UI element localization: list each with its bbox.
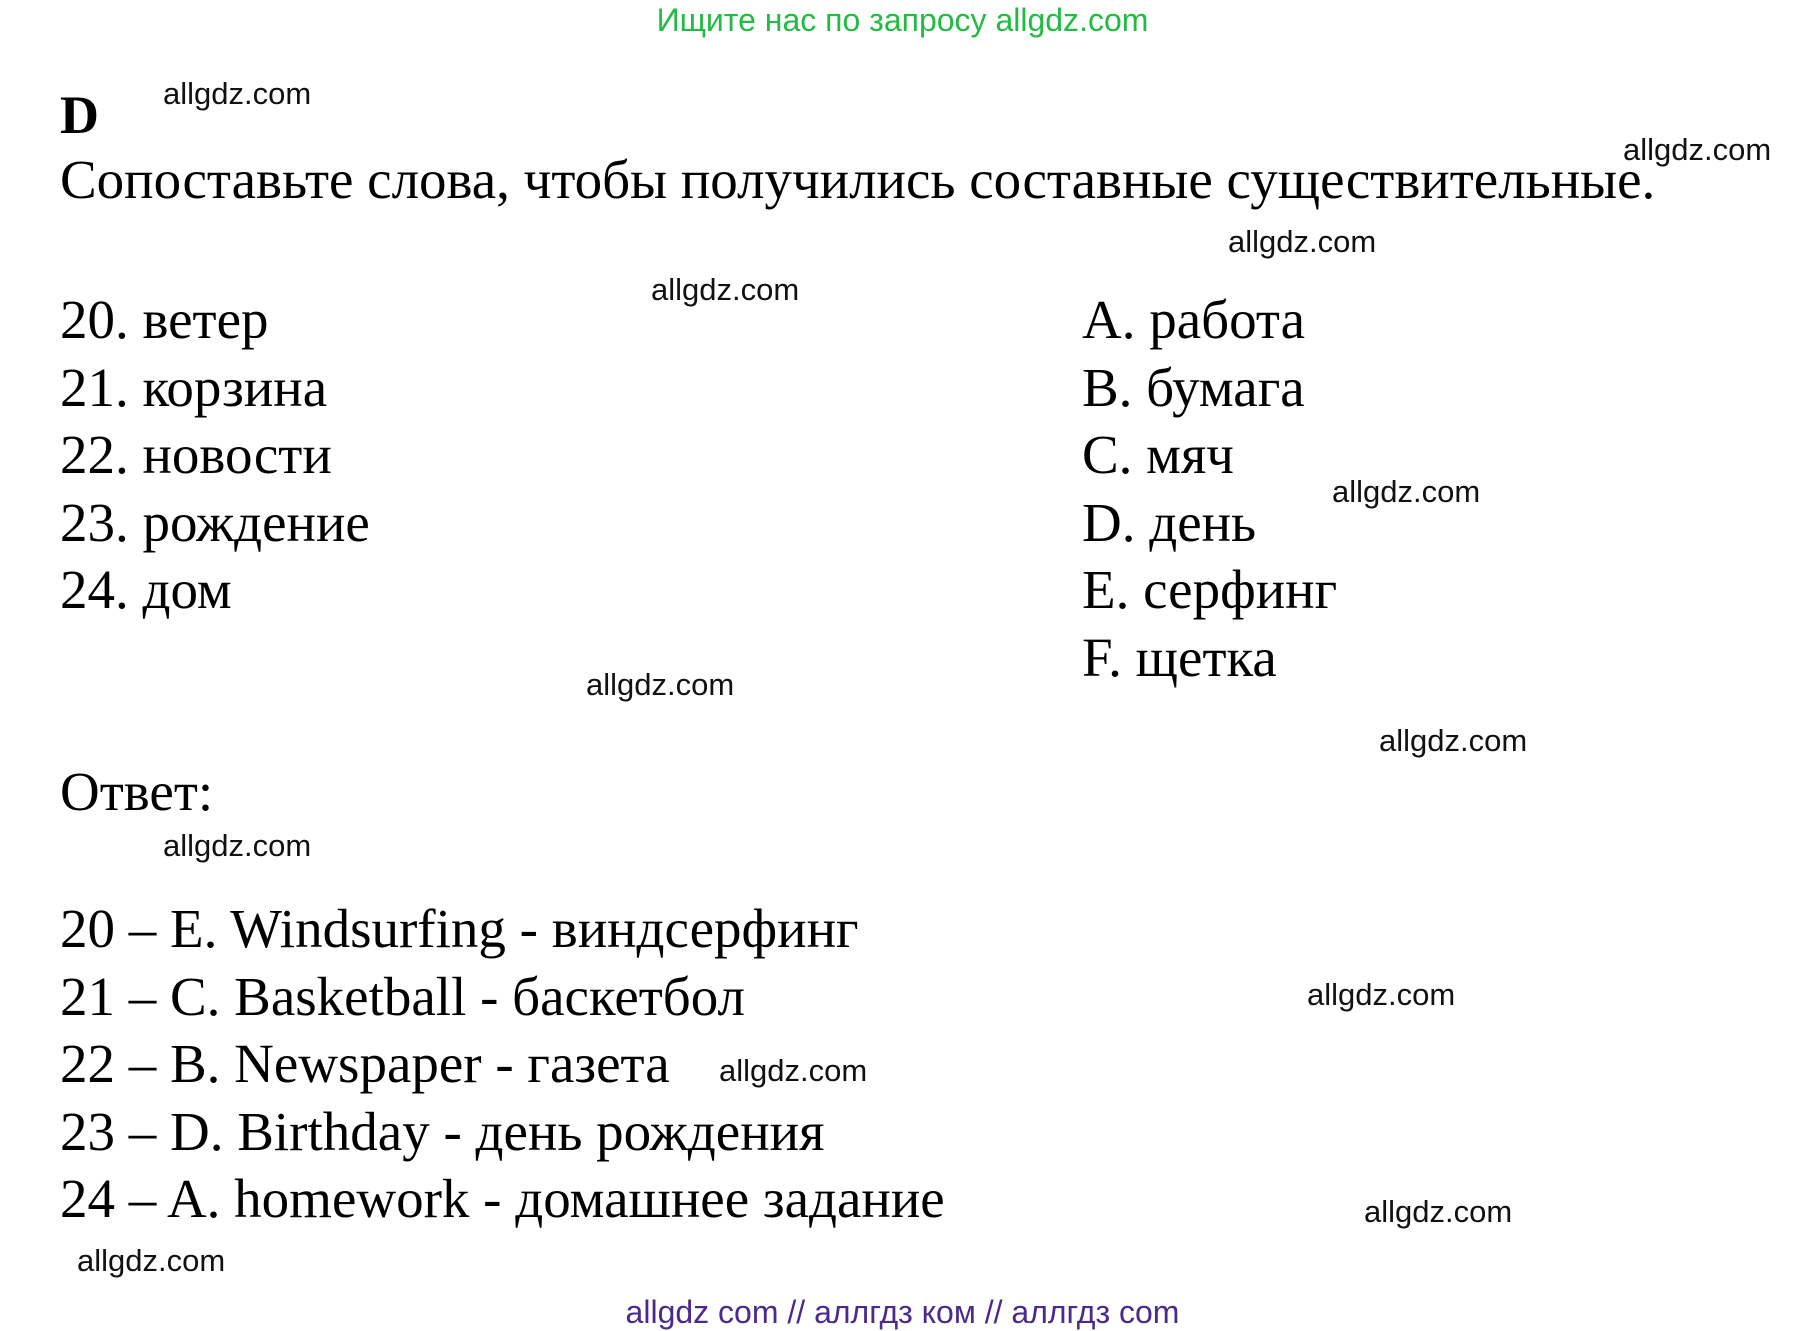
watermark: allgdz.com [1623,132,1772,167]
word-list-left [60,286,370,624]
list-item: 20. ветер [60,289,269,350]
answer-item: 20 – E. Windsurfing - виндсерфинг [60,898,859,959]
watermark: allgdz.com [1228,224,1377,259]
answer-item: 24 – A. homework - домашнее задание [60,1168,945,1229]
list-item: C. мяч [1082,424,1234,485]
section-letter: D [60,85,99,145]
watermark: allgdz.com [651,272,800,307]
watermark: allgdz.com [586,667,735,702]
task-instruction: Сопоставьте слова, чтобы получились составные существительные. [60,149,1656,210]
footer-links-text: allgdz com // аллгдз ком // аллгдз com [625,1294,1180,1330]
top-banner-text: Ищите нас по запросу allgdz.com [656,2,1149,38]
list-item: 21. корзина [60,356,328,418]
list-item: B. бумага [1082,356,1305,418]
answer-item: 21 – C. Basketball - баскетбол [60,965,745,1027]
list-item: E. серфинг [1082,559,1338,620]
watermark: allgdz.com [1332,474,1481,509]
answer-item: 22 – B. Newspaper - газета [60,1033,670,1094]
watermark: allgdz.com [1379,723,1528,758]
watermark: allgdz.com [719,1053,868,1088]
answer-item: 23 – D. Birthday - день рождения [60,1100,825,1162]
list-item: F. щетка [1082,626,1277,688]
list-item: 23. рождение [60,491,370,553]
list-item: D. день [1082,491,1257,553]
word-list-right [1082,286,1337,691]
watermark: allgdz.com [77,1243,226,1278]
watermark: allgdz.com [1364,1194,1513,1229]
watermark: allgdz.com [163,828,312,863]
answer-heading: Ответ: [60,761,214,822]
list-item: 22. новости [60,424,332,485]
watermark: allgdz.com [1307,977,1456,1012]
watermark: allgdz.com [163,76,312,111]
list-item: 24. дом [60,559,232,620]
list-item: A. работа [1082,289,1306,350]
